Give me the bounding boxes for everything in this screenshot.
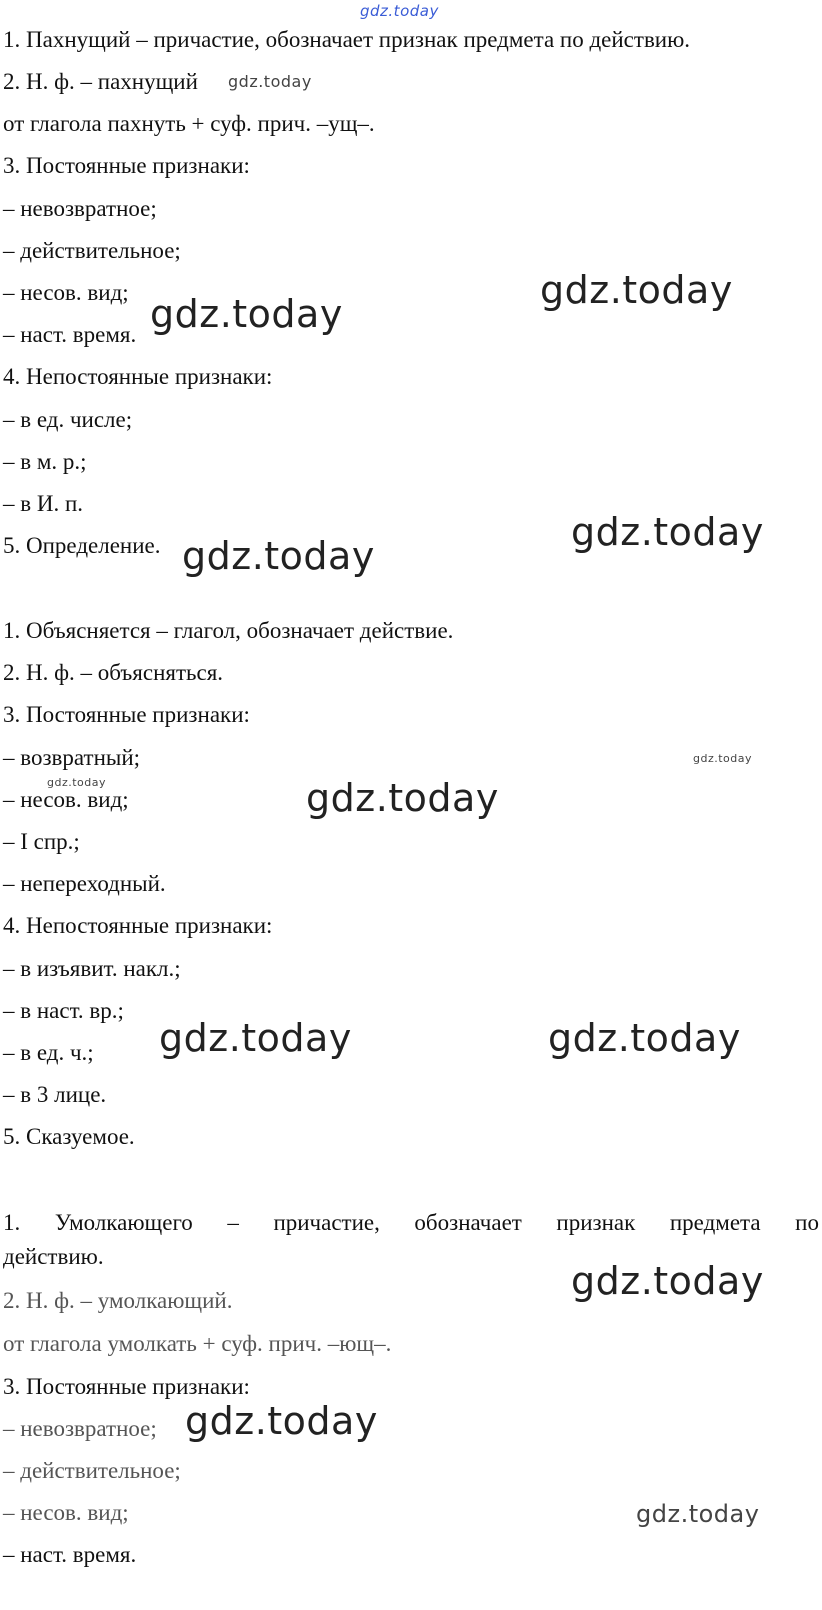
- block2-line-5: – несов. вид;: [3, 787, 129, 812]
- block2-line-8: 4. Непостоянные признаки:: [3, 913, 273, 938]
- block1-line-8: – наст. время.: [3, 322, 137, 347]
- block2-line-6: – I спр.;: [3, 829, 80, 854]
- watermark-2: gdz.today: [540, 268, 733, 312]
- watermark-small-1: gdz.today: [228, 72, 312, 91]
- watermark-5: gdz.today: [182, 534, 375, 578]
- block3-line-3: от глагола умолкать + суф. прич. –ющ–.: [3, 1331, 392, 1356]
- watermark-small-2: gdz.today: [636, 1500, 760, 1528]
- watermark-top: gdz.today: [360, 2, 439, 20]
- watermark-7: gdz.today: [159, 1016, 352, 1060]
- watermark-6: gdz.today: [306, 776, 499, 820]
- block2-line-10: – в наст. вр.;: [3, 998, 124, 1023]
- block2-line-9: – в изъявит. накл.;: [3, 956, 181, 981]
- block1-line-7: – несов. вид;: [3, 280, 129, 305]
- block2-line-4: – возвратный;: [3, 745, 141, 770]
- block2-line-13: 5. Сказуемое.: [3, 1124, 135, 1149]
- block3-line-8: – наст. время.: [3, 1542, 137, 1567]
- block1-line-10: – в ед. числе;: [3, 407, 133, 432]
- block3-line-6: – действительное;: [3, 1458, 181, 1483]
- block2-line-7: – непереходный.: [3, 871, 166, 896]
- block3-word: предмета: [669, 1210, 761, 1235]
- block1-line-9: 4. Непостоянные признаки:: [3, 364, 273, 389]
- block3-line-4: 3. Постоянные признаки:: [3, 1374, 250, 1399]
- block1-line-5: – невозвратное;: [3, 196, 157, 221]
- block3-line-5: – невозвратное;: [3, 1416, 157, 1441]
- block1-line-1: 1. Пахнущий – причастие, обозначает признак предмета по действию.: [3, 27, 691, 52]
- watermark-tiny-1: gdz.today: [693, 752, 753, 765]
- block2-line-12: – в 3 лице.: [3, 1082, 107, 1107]
- block3-word: –: [227, 1210, 239, 1235]
- block3-line-1: [3, 1210, 819, 1236]
- block2-line-2: 2. Н. ф. – объясняться.: [3, 660, 224, 685]
- watermark-8: gdz.today: [548, 1016, 741, 1060]
- block3-line-1b: действию.: [3, 1244, 104, 1269]
- block3-word: Умолкающего: [54, 1210, 193, 1235]
- watermark-9: gdz.today: [571, 1259, 764, 1303]
- block3-word: по: [795, 1210, 819, 1235]
- block3-line-2: 2. Н. ф. – умолкающий.: [3, 1288, 233, 1313]
- watermark-10: gdz.today: [185, 1399, 378, 1443]
- block1-line-11: – в м. р.;: [3, 449, 87, 474]
- block1-line-12: – в И. п.: [3, 491, 84, 516]
- block2-line-1: 1. Объясняется – глагол, обозначает действие.: [3, 618, 454, 643]
- block3-word: обозначает: [414, 1210, 522, 1235]
- block2-line-3: 3. Постоянные признаки:: [3, 702, 250, 727]
- block1-line-13: 5. Определение.: [3, 533, 161, 558]
- block3-word: причастие,: [273, 1210, 380, 1235]
- block1-line-2: 2. Н. ф. – пахнущий: [3, 69, 198, 94]
- block3-word: 1.: [3, 1210, 21, 1235]
- watermark-3: gdz.today: [150, 292, 343, 336]
- block1-line-3: от глагола пахнуть + суф. прич. –ущ–.: [3, 111, 375, 136]
- block1-line-4: 3. Постоянные признаки:: [3, 153, 250, 178]
- watermark-4: gdz.today: [571, 510, 764, 554]
- block3-line-7: – несов. вид;: [3, 1500, 129, 1525]
- watermark-tiny-2: gdz.today: [47, 776, 107, 789]
- block1-line-6: – действительное;: [3, 238, 181, 263]
- block2-line-11: – в ед. ч.;: [3, 1040, 94, 1065]
- block3-word: признак: [556, 1210, 636, 1235]
